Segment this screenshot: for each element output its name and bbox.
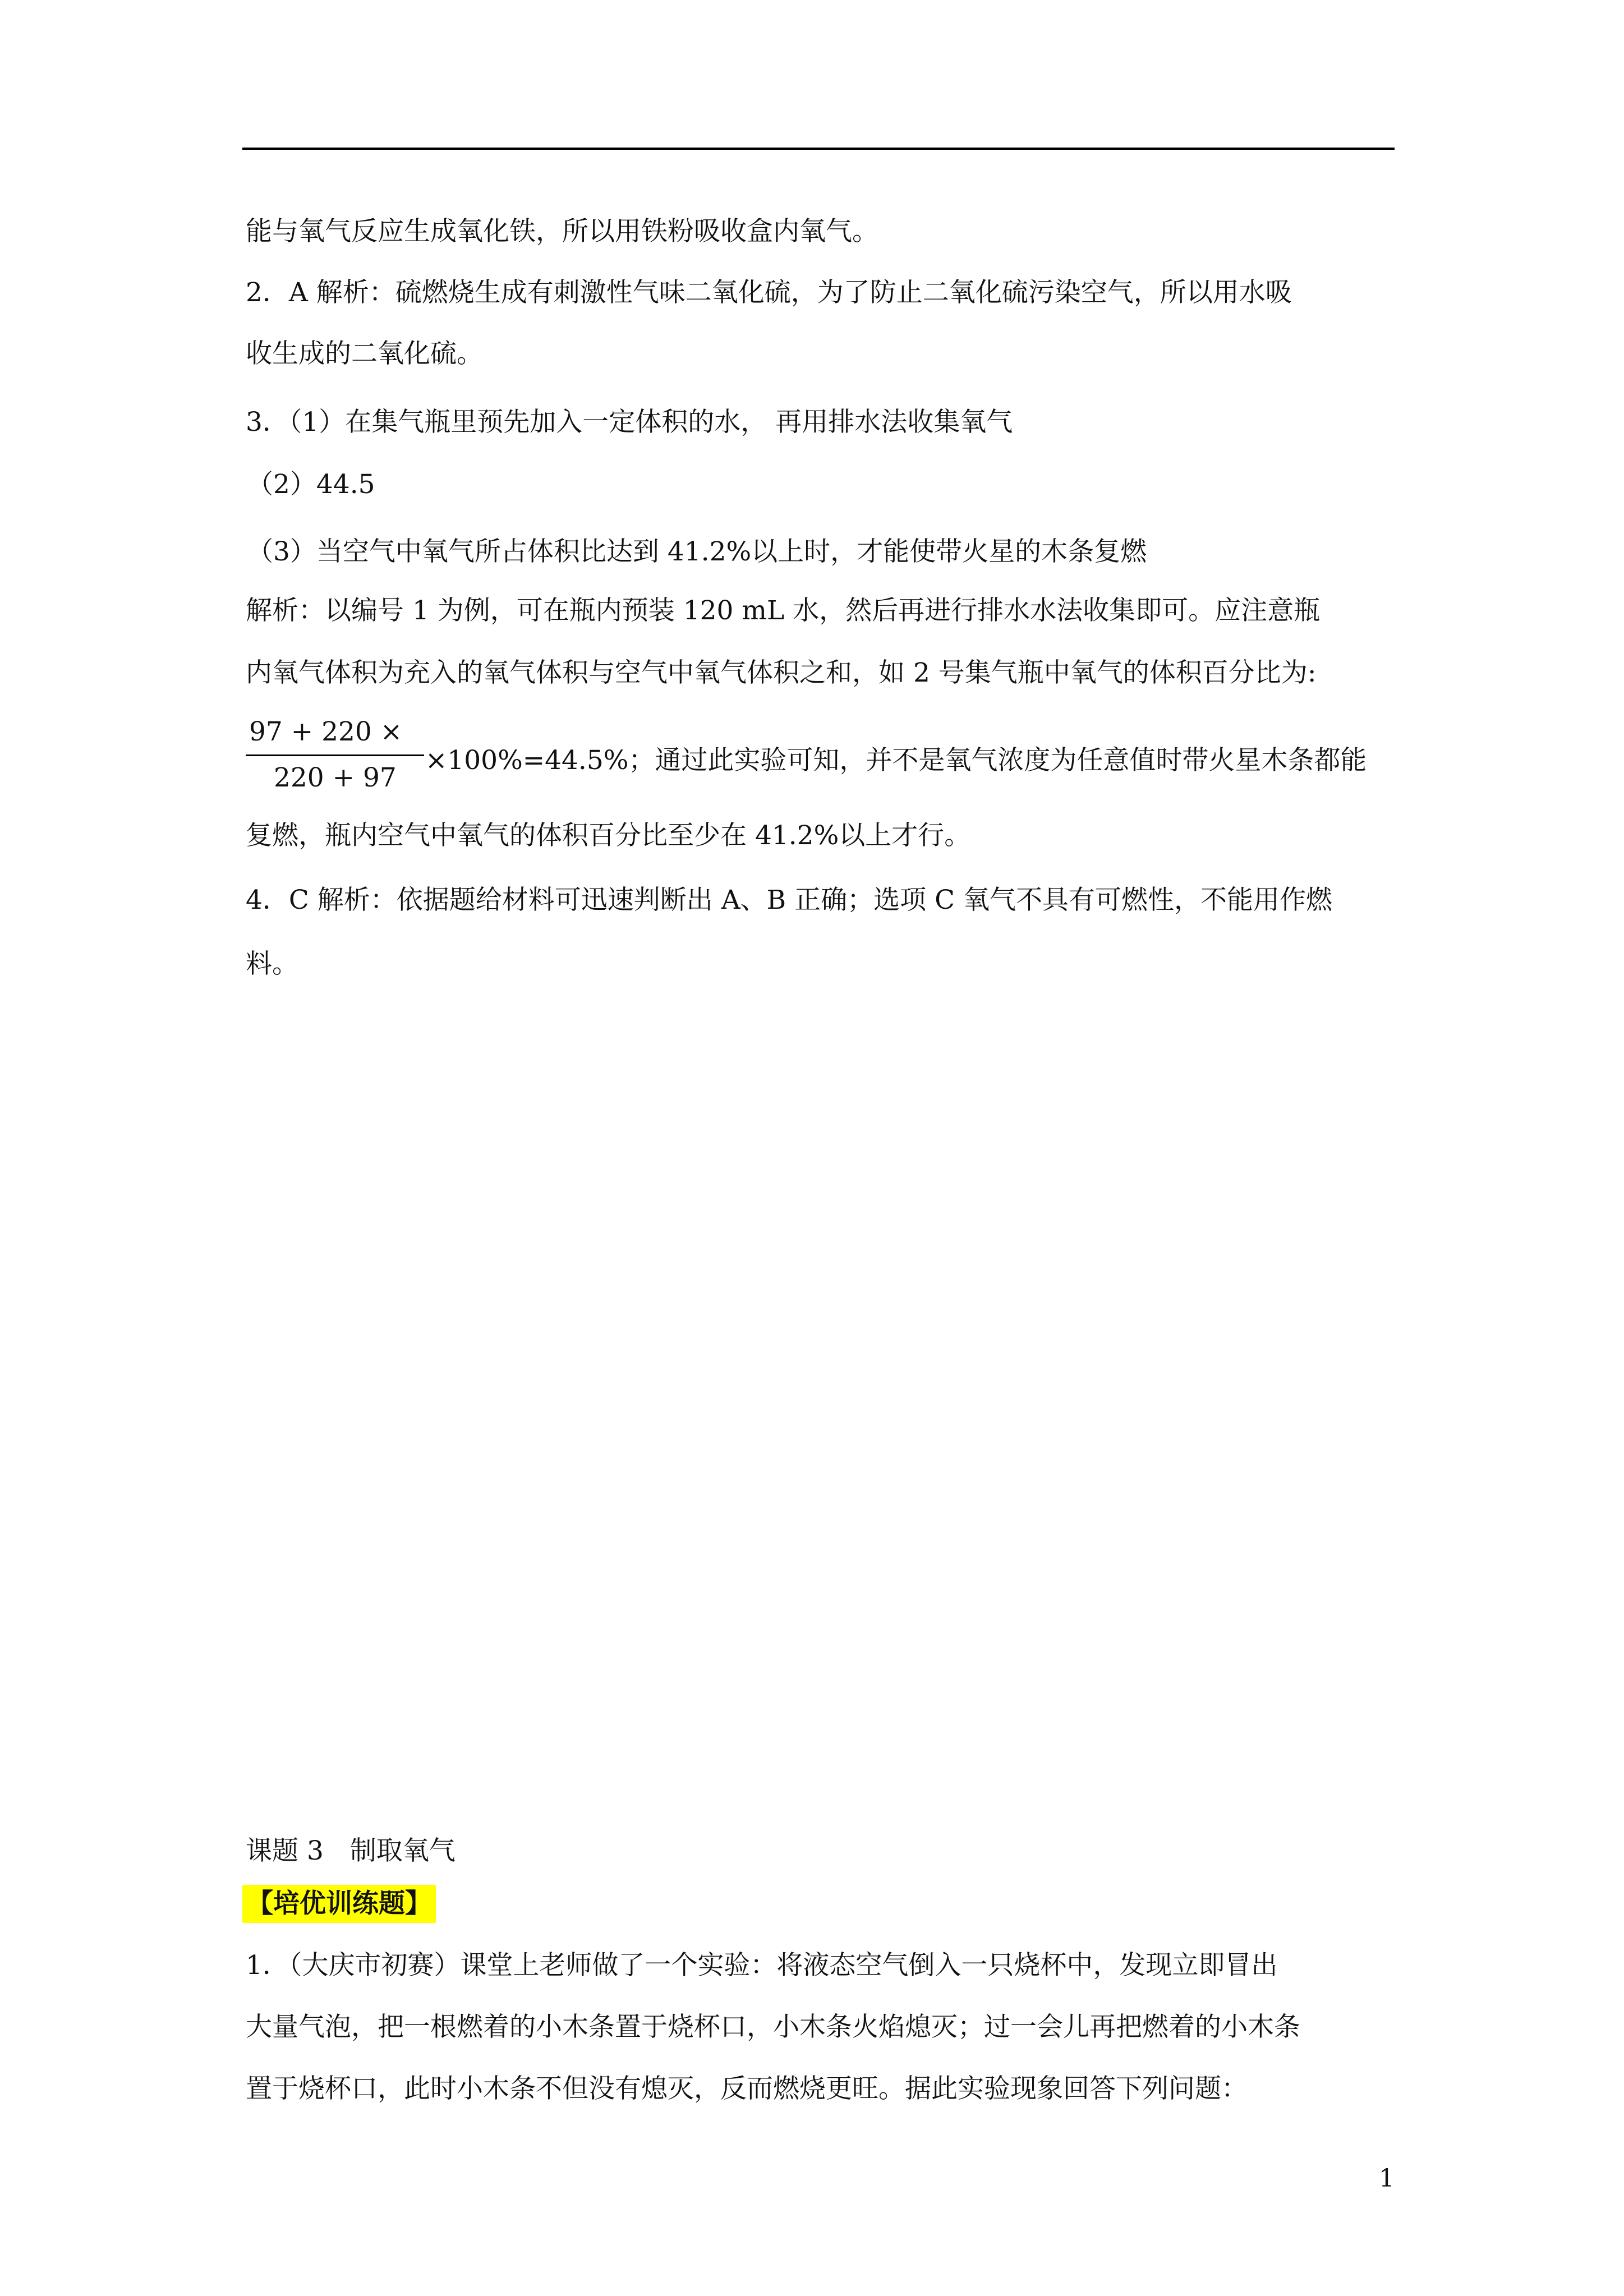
question-1-line-2: 大量气泡，把一根燃着的小木条置于烧杯口，小木条火焰熄灭；过一会儿再把燃着的小木条: [246, 2012, 1300, 2042]
answer-4-line-1: 4．C 解析：依据题给材料可迅速判断出 A、B 正确；选项 C 氧气不具有可燃性，不能用作燃: [246, 885, 1333, 915]
question-1-line-3: 置于烧杯口，此时小木条不但没有熄灭，反而燃烧更旺。据此实验现象回答下列问题：: [246, 2073, 1248, 2104]
answer-3-part-2: （2）44.5: [247, 469, 375, 500]
answer-4-line-2: 料。: [246, 949, 298, 979]
oxygen-percentage-fraction: [246, 715, 425, 799]
answer-3-analysis-line-4: 复燃，瓶内空气中氧气的体积百分比至少在 41.2%以上才行。: [246, 820, 971, 851]
training-label-badge: 【培优训练题】: [242, 1885, 436, 1923]
answer-2-line-1: 2．A 解析：硫燃烧生成有刺激性气味二氧化硫，为了防止二氧化硫污染空气，所以用水吸: [246, 277, 1292, 308]
answer-3-part-3: （3）当空气中氧气所占体积比达到 41.2%以上时，才能使带火星的木条复燃: [247, 536, 1147, 567]
answer-3-part-1: 3．（1）在集气瓶里预先加入一定体积的水， 再用排水法收集氧气: [246, 407, 1013, 438]
question-1-line-1: 1．（大庆市初赛）课堂上老师做了一个实验：将液态空气倒入一只烧杯中，发现立即冒出: [246, 1950, 1278, 1981]
page-number: 1: [1379, 2164, 1395, 2193]
section-title: 课题 3 制取氧气: [246, 1835, 456, 1866]
answer-3-analysis-line-2: 内氧气体积为充入的氧气体积与空气中氧气体积之和，如 2 号集气瓶中氧气的体积百分比为:: [246, 657, 1317, 688]
fraction-numerator: 97 + 220 ×: [249, 716, 403, 747]
fraction-result-text: ×100%=44.5%；通过此实验可知，并不是氧气浓度为任意值时带火星木条都能: [425, 745, 1367, 776]
answer-3-analysis-line-1: 解析：以编号 1 为例，可在瓶内预装 120 mL 水，然后再进行排水水法收集即可。应注意瓶: [246, 595, 1321, 626]
answer-2-line-2: 收生成的二氧化硫。: [246, 338, 483, 369]
fraction-bar: [246, 754, 424, 756]
header-rule: [242, 148, 1395, 150]
answer-continuation-line: 能与氧气反应生成氧化铁，所以用铁粉吸收盒内氧气。: [246, 216, 878, 247]
fraction-denominator: 220 + 97: [274, 762, 397, 793]
